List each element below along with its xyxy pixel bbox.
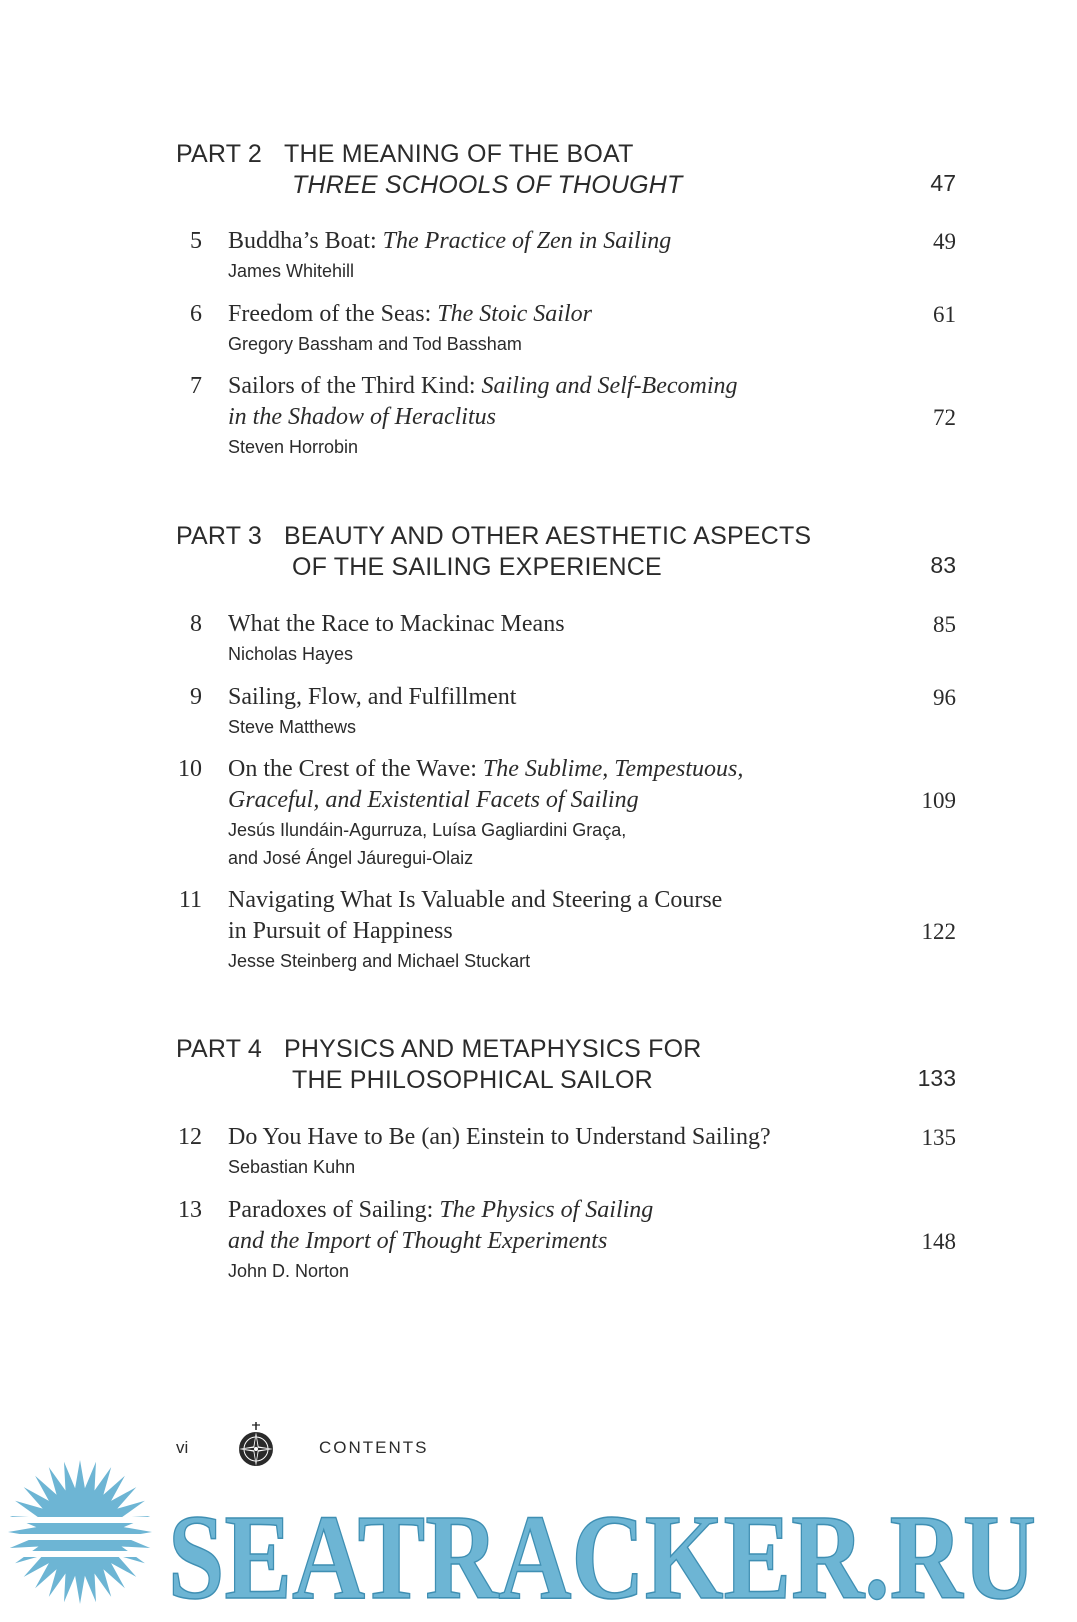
chapter-number: 6 — [190, 301, 202, 327]
part-4-heading — [176, 1034, 956, 1096]
chapter-author: Nicholas Hayes — [228, 644, 354, 664]
chapter-page-number: 109 — [921, 788, 956, 813]
chapter-subtitle-cont: in the Shadow of Heraclitus — [228, 404, 496, 430]
chapter-title: What the Race to Mackinac Means — [228, 611, 565, 637]
chapter-page-number: 135 — [921, 1125, 956, 1150]
chapter-number: 12 — [178, 1124, 202, 1150]
chapter-title: On the Crest of the Wave: — [228, 756, 483, 782]
chapter-number: 5 — [190, 228, 202, 254]
part-title: PHYSICS AND METAPHYSICS FOR — [284, 1035, 702, 1063]
chapter-author: Sebastian Kuhn — [228, 1157, 356, 1177]
chapter-number: 7 — [190, 373, 202, 399]
chapter-author: Steven Horrobin — [228, 437, 359, 457]
part-title: THE MEANING OF THE BOAT — [284, 140, 634, 168]
seatracker-watermark — [0, 1460, 1077, 1622]
toc-entry[interactable] — [176, 299, 956, 358]
part-page-number: 47 — [930, 170, 956, 196]
chapter-title: Buddha’s Boat: — [228, 228, 383, 254]
chapter-author: Jesús Ilundáin-Agurruza, Luísa Gagliardini Graça, — [228, 820, 627, 840]
chapter-page-number: 85 — [933, 612, 956, 637]
part-label: PART 2 — [176, 140, 262, 168]
toc-entry[interactable] — [176, 226, 956, 285]
chapter-subtitle: The Sublime, Tempestuous, — [482, 756, 744, 782]
chapter-subtitle-cont: Graceful, and Existential Facets of Sailing — [228, 787, 639, 813]
chapter-title-cont: in Pursuit of Happiness — [228, 918, 453, 944]
part-title-cont: OF THE SAILING EXPERIENCE — [292, 553, 662, 581]
chapter-number: 10 — [178, 756, 202, 782]
toc-entry[interactable] — [176, 609, 956, 668]
chapter-page-number: 122 — [921, 919, 956, 944]
chapter-number: 9 — [190, 684, 202, 710]
chapter-page-number: 72 — [933, 405, 956, 430]
chapter-author: Steve Matthews — [228, 717, 357, 737]
chapter-author: Gregory Bassham and Tod Bassham — [228, 334, 522, 354]
chapter-page-number: 49 — [933, 229, 956, 254]
folio-page-number: vi — [176, 1438, 189, 1457]
part-label: PART 4 — [176, 1035, 262, 1063]
chapter-subtitle-cont: and the Import of Thought Experiments — [228, 1228, 608, 1254]
chapter-author-cont: and José Ángel Jáuregui-Olaiz — [228, 848, 474, 868]
chapter-title: Sailors of the Third Kind: — [228, 373, 482, 399]
chapter-number: 8 — [190, 611, 202, 637]
chapter-subtitle: Sailing and Self-Becoming — [481, 373, 738, 399]
chapter-title: Do You Have to Be (an) Einstein to Understand Sailing? — [228, 1124, 771, 1150]
chapter-author: James Whitehill — [228, 261, 355, 281]
chapter-page-number: 148 — [921, 1229, 956, 1254]
part-2-heading — [176, 139, 956, 201]
chapter-subtitle: The Practice of Zen in Sailing — [382, 228, 672, 254]
chapter-subtitle: The Physics of Sailing — [439, 1197, 654, 1223]
part-label: PART 3 — [176, 522, 262, 550]
watermark-text: SEATRACKER.RU — [168, 1490, 1036, 1622]
chapter-title: Navigating What Is Valuable and Steering a Course — [228, 887, 723, 913]
chapter-page-number: 61 — [933, 302, 956, 327]
part-page-number: 133 — [917, 1065, 956, 1091]
footer-contents-label: CONTENTS — [319, 1438, 429, 1457]
toc-entry[interactable] — [176, 1195, 956, 1285]
toc-entry[interactable] — [176, 885, 956, 975]
chapter-author: Jesse Steinberg and Michael Stuckart — [228, 951, 531, 971]
toc-entry[interactable] — [176, 1122, 956, 1181]
chapter-subtitle: The Stoic Sailor — [437, 301, 592, 327]
chapter-author: John D. Norton — [228, 1261, 350, 1281]
part-page-number: 83 — [930, 552, 956, 578]
chapter-title: Paradoxes of Sailing: — [228, 1197, 440, 1223]
toc-entry[interactable] — [176, 754, 956, 872]
part-title: BEAUTY AND OTHER AESTHETIC ASPECTS — [284, 522, 812, 550]
toc-entry[interactable] — [176, 371, 956, 461]
chapter-page-number: 96 — [933, 685, 956, 710]
part-subtitle: THREE SCHOOLS OF THOUGHT — [292, 171, 683, 199]
chapter-number: 11 — [178, 887, 202, 913]
part-3-heading — [176, 521, 956, 583]
chapter-title: Freedom of the Seas: — [228, 301, 438, 327]
part-title-cont: THE PHILOSOPHICAL SAILOR — [292, 1066, 653, 1094]
chapter-title: Sailing, Flow, and Fulfillment — [228, 684, 517, 710]
sun-burst-icon — [0, 1460, 160, 1604]
chapter-number: 13 — [178, 1197, 202, 1223]
toc-entry[interactable] — [176, 682, 956, 741]
